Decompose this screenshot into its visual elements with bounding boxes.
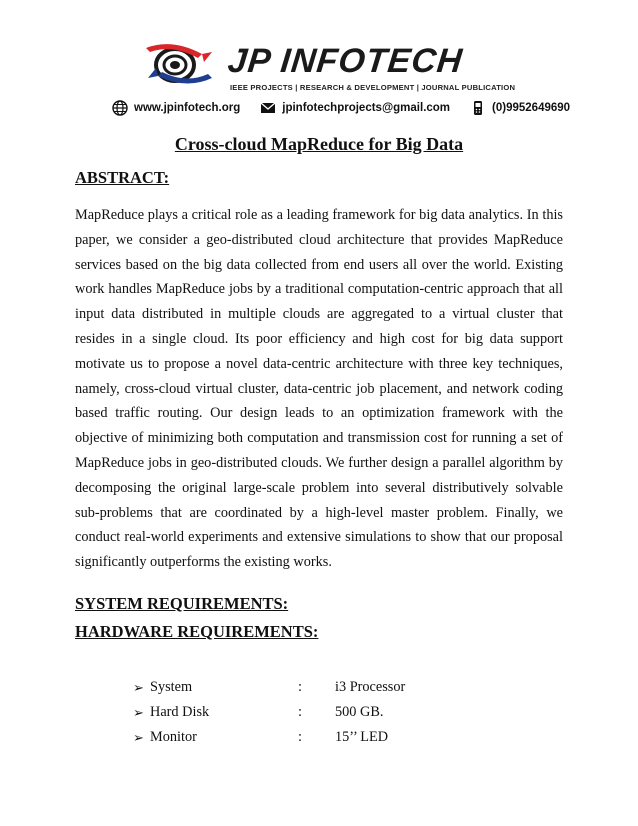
email-item[interactable] <box>260 100 450 116</box>
contact-bar <box>112 100 570 116</box>
website-link[interactable]: www.jpinfotech.org <box>134 102 241 114</box>
phone-icon <box>470 100 486 116</box>
requirement-name: Monitor <box>150 729 197 745</box>
letterhead <box>0 0 638 135</box>
requirement-separator: : <box>298 729 302 745</box>
email-link[interactable]: jpinfotechprojects@gmail.com <box>282 102 451 114</box>
bullet-arrow-icon: ➢ <box>133 729 144 745</box>
abstract-heading: ABSTRACT: <box>75 168 170 187</box>
requirement-separator: : <box>298 679 302 695</box>
system-requirements-heading: SYSTEM REQUIREMENTS: <box>75 594 289 613</box>
bullet-arrow-icon: ➢ <box>133 679 144 695</box>
document-title: Cross-cloud MapReduce for Big Data <box>174 134 464 154</box>
brand-tagline: IEEE PROJECTS | RESEARCH & DEVELOPMENT | JOURNAL PUBLICATION <box>230 83 516 92</box>
website-item[interactable] <box>112 100 240 116</box>
phone-item <box>470 100 570 116</box>
abstract-text: MapReduce plays a critical role as a leading framework for big data analytics. In this paper, we consider a geo-distributed cloud architecture that provides MapReduce services based on the big data collected from end users all over the world. Existing work handles MapReduce jobs by a traditional computation-centric approach that all input data distributed in multiple clouds are aggregated to a virtual cluster that resides in a single cloud. Its poor efficiency and high cost for big data support motivate us to propose a novel data-centric architecture with three key techniques, namely, cross-cloud virtual cluster, data-centric job placement, and network coding based traffic routing. Our design leads to an optimization framework with the objective of minimizing both computation and transmission cost for running a set of MapReduce jobs in geo-distributed clouds. We further design a parallel algorithm by decomposing the original large-scale problem into several distributively solvable sub-problems that are coordinated by a high-level master problem. Finally, we conduct real-world experiments and extensive simulations to show that our proposal significantly outperforms the existing works. <box>75 207 563 571</box>
brand-name: JP INFOTECH <box>226 42 465 80</box>
requirement-value: i3 Processor <box>335 679 406 695</box>
requirement-separator: : <box>298 704 302 720</box>
bullet-arrow-icon: ➢ <box>133 704 144 720</box>
requirement-value: 15’’ LED <box>335 729 389 745</box>
hardware-requirements-heading: HARDWARE REQUIREMENTS: <box>75 622 319 641</box>
email-icon <box>260 100 276 116</box>
globe-icon <box>112 100 128 116</box>
requirement-name: Hard Disk <box>150 704 210 720</box>
jp-infotech-logo <box>142 38 224 88</box>
phone-number: (0)9952649690 <box>492 102 571 114</box>
list-item <box>133 675 493 700</box>
list-item <box>133 700 493 725</box>
list-item <box>133 725 493 750</box>
requirement-name: System <box>150 679 193 695</box>
hardware-requirements-list <box>133 675 493 750</box>
requirement-value: 500 GB. <box>335 704 384 720</box>
